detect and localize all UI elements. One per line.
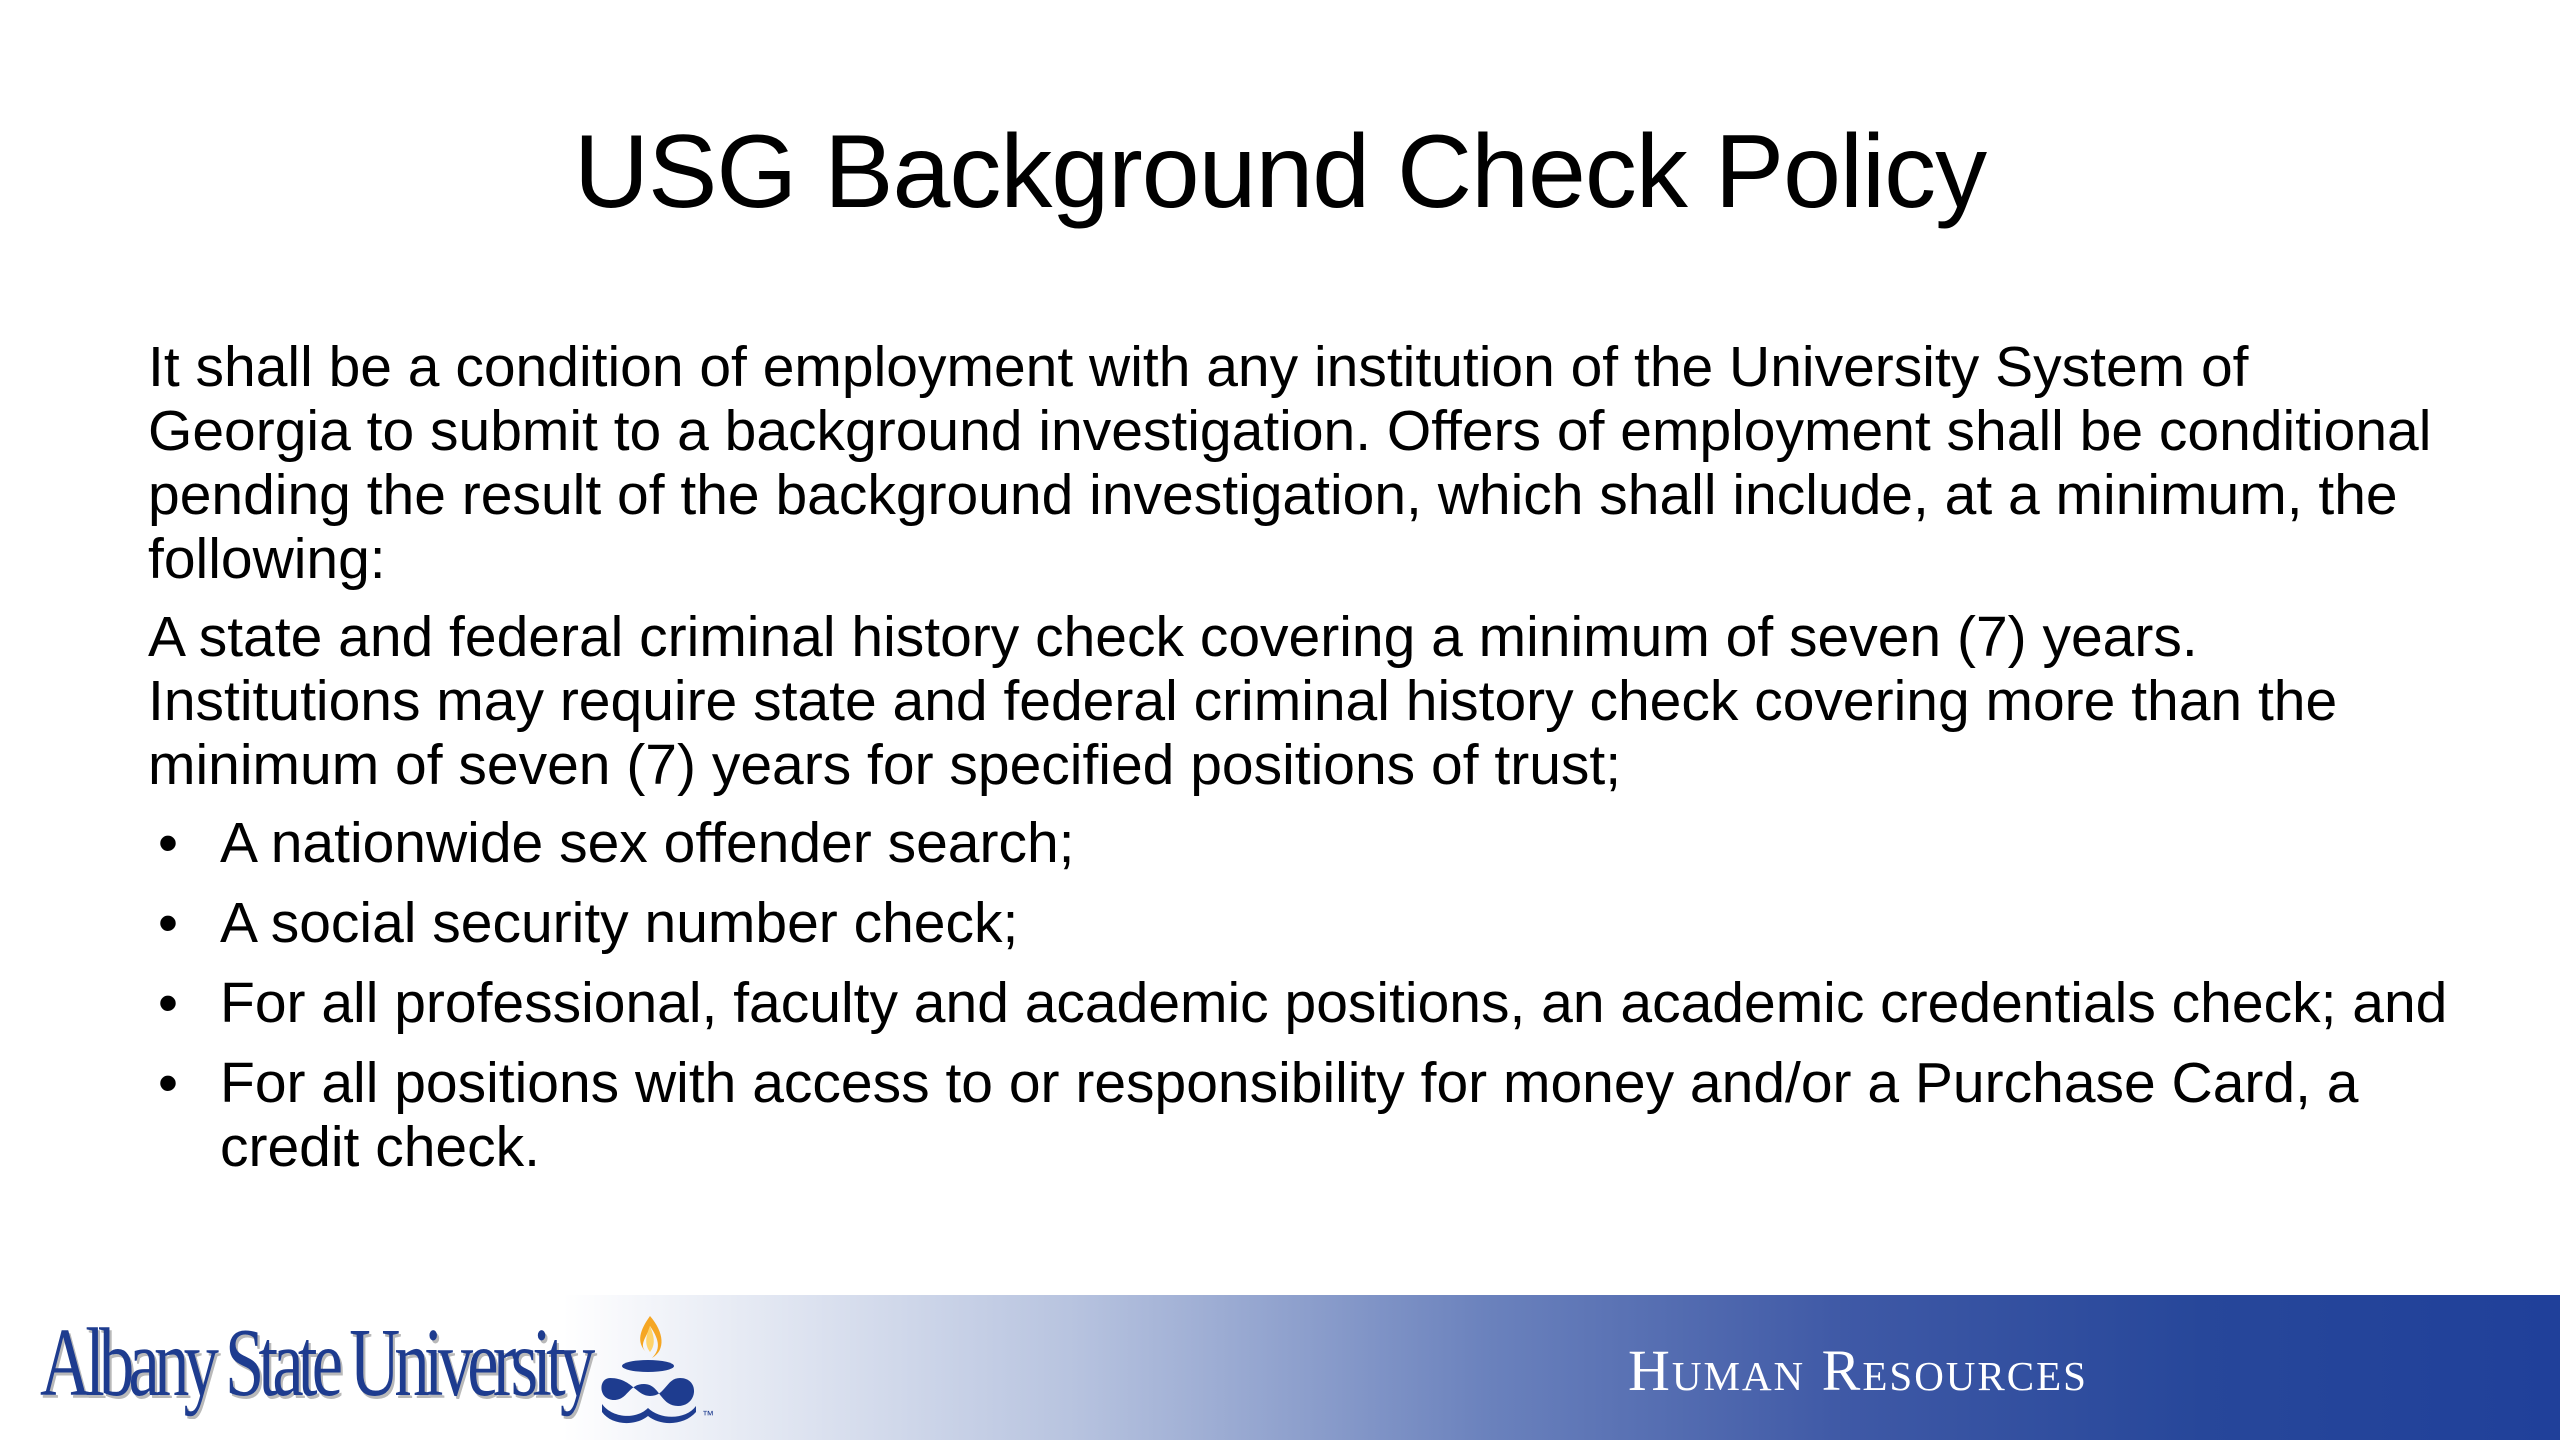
list-item-text: For all positions with access to or responsibility for money and/or a Purchase Card, a credit check. [220, 1051, 2359, 1179]
list-item-text: A social security number check; [220, 891, 1019, 955]
logo-trademark: ™ [702, 1408, 714, 1422]
list-item [148, 971, 2448, 1035]
requirements-list [148, 811, 2448, 1179]
department-name: Human Resources [1628, 1338, 2088, 1403]
policy-paragraph-intro: It shall be a condition of employment with any institution of the University System of Georgia to submit to a background investigation. Offers of employment shall be conditional pending the result of the background investigation, which shall include, at a minimum, the following: [148, 335, 2432, 591]
slide-title: USG Background Check Policy [573, 114, 1987, 230]
bullet-icon: • [158, 971, 178, 1035]
bullet-icon: • [158, 891, 178, 955]
policy-paragraph-criminal-history: A state and federal criminal history check covering a minimum of seven (7) years. Institutions may require state and federal criminal history check covering more than the minimum of seven (7) years for specified positions of trust; [148, 605, 2338, 797]
logo-wordmark: Albany State University [40, 1309, 590, 1417]
list-item-text: For all professional, faculty and academic positions, an academic credentials check; and [220, 971, 2448, 1035]
flame-emblem-icon [588, 1308, 708, 1428]
list-item [148, 1051, 2448, 1179]
university-logo [40, 1298, 800, 1428]
bullet-icon: • [158, 1051, 178, 1115]
bullet-icon: • [158, 811, 178, 875]
slide-body [148, 335, 2448, 1195]
list-item [148, 891, 2448, 955]
list-item [148, 811, 2448, 875]
list-item-text: A nationwide sex offender search; [220, 811, 1075, 875]
